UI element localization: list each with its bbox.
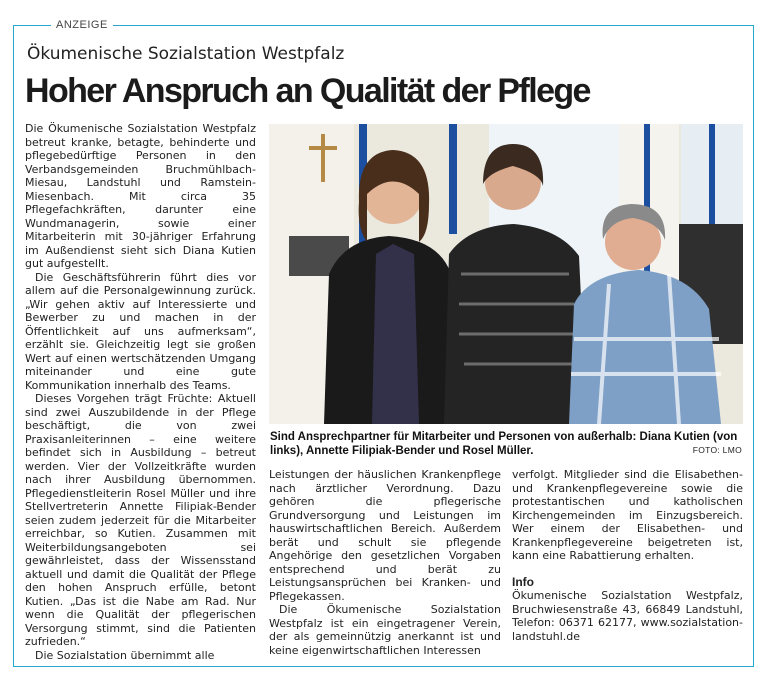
paragraph: Die Ökumenische Sozialstation Westpfalz ist ein eingetragener Verein, der als gemeinnützig anerkannt ist und keine eigenwirtschaftlichen Interessen <box>269 603 501 657</box>
ad-label-text: ANZEIGE <box>56 19 108 31</box>
kicker: Ökumenische Sozialstation Westpfalz <box>27 44 345 64</box>
info-text: Ökumenische Sozialstation Westpfalz, Bruchwiesenstraße 43, 66849 Landstuhl, Telefon: 06371 62177, www.sozialstation-landstuhl.de <box>512 589 743 643</box>
paragraph: Leistungen der häuslichen Krankenpflege nach ärztlicher Verordnung. Dazu gehören die pflegerische Grundversorgung und Leistungen im hauswirtschaftlichen Bereich. Außerdem berät und schult sie pflegende Angehörige den gesetzlichen Vorgaben entsprechend und berät zu Leistungsansprüchen bei Kranken- und Pflegekassen. <box>269 468 501 603</box>
info-heading: Info <box>512 574 534 589</box>
photo-credit: FOTO: LMO <box>692 445 742 455</box>
photo-caption: Sind Ansprechpartner für Mitarbeiter und Personen von außerhalb: Diana Kutien (von links), Annette Filipiak-Bender und Rosel Müller. <box>270 431 738 457</box>
paragraph: Die Ökumenische Sozialstation Westpfalz betreut kranke, betagte, behinderte und pflegebedürftige Personen in den Verbandsgemeinden Bruchmühlbach-Miesau, Landstuhl und Ramstein-Miesenbach. Mit circa 35 Pflegefachkräften, darunter eine Wundmanagerin, sowie einer Mitarbeiterin mit 30-jähriger Erfahrung im Außendienst sieht sich Diana Kutien gut aufgestellt. <box>25 122 256 270</box>
paragraph: Die Sozialstation übernimmt alle <box>35 648 215 662</box>
paragraph: verfolgt. Mitglieder sind die Elisabethen- und Krankenpflegevereine sowie die protestantischen und katholischen Kirchengemeinden im Einzugsbereich. Wer einem der Elisabethen- und Krankenpflegevereine beigetreten ist, kann eine Rabattierung erhalten. <box>512 468 743 562</box>
paragraph: Dieses Vorgehen trägt Früchte: Aktuell sind zwei Auszubildende in der Pflege beschäftigt, die von zwei Praxisanleiterinnen – eine weitere befindet sich in Ausbildung – betreut werden. Vier der Vollzeitkräfte wurden nach ihrer Ausbildung übernommen. Pflegedienstleiterin Rosel Müller und ihre Stellvertreterin Annette Filipiak-Bender seien zudem jederzeit für die Mitarbeiter erreichbar, so Kutien. Zusammen mit Weiterbildungsangeboten sei gewährleistet, dass der Wissensstand aktuell und damit die Qualität der Pflege den hohen Anspruch erfülle, betont Kutien. „Das ist die Nabe am Rad. Nur wenn die Qualität der pflegerischen Versorgung stimmt, sind die Patienten zufrieden.“ <box>25 392 256 648</box>
headline: Hoher Anspruch an Qualität der Pflege <box>25 72 590 110</box>
team-photo <box>269 124 743 424</box>
paragraph: Die Geschäftsführerin führt dies vor allem auf die Personalgewinnung zurück. „Wir gehen aktiv auf Interessierte und Bewerber zu und machen in der Öffentlichkeit auf uns aufmerksam“, erzählt sie. Gleichzeitig legt sie großen Wert auf einen wertschätzenden Umgang miteinander und eine gute Kommunikation innerhalb des Teams. <box>25 270 256 392</box>
column-3 <box>512 468 743 643</box>
column-1 <box>25 122 256 662</box>
label-rule <box>13 25 47 26</box>
ad-label <box>51 17 113 33</box>
column-2 <box>269 468 501 657</box>
